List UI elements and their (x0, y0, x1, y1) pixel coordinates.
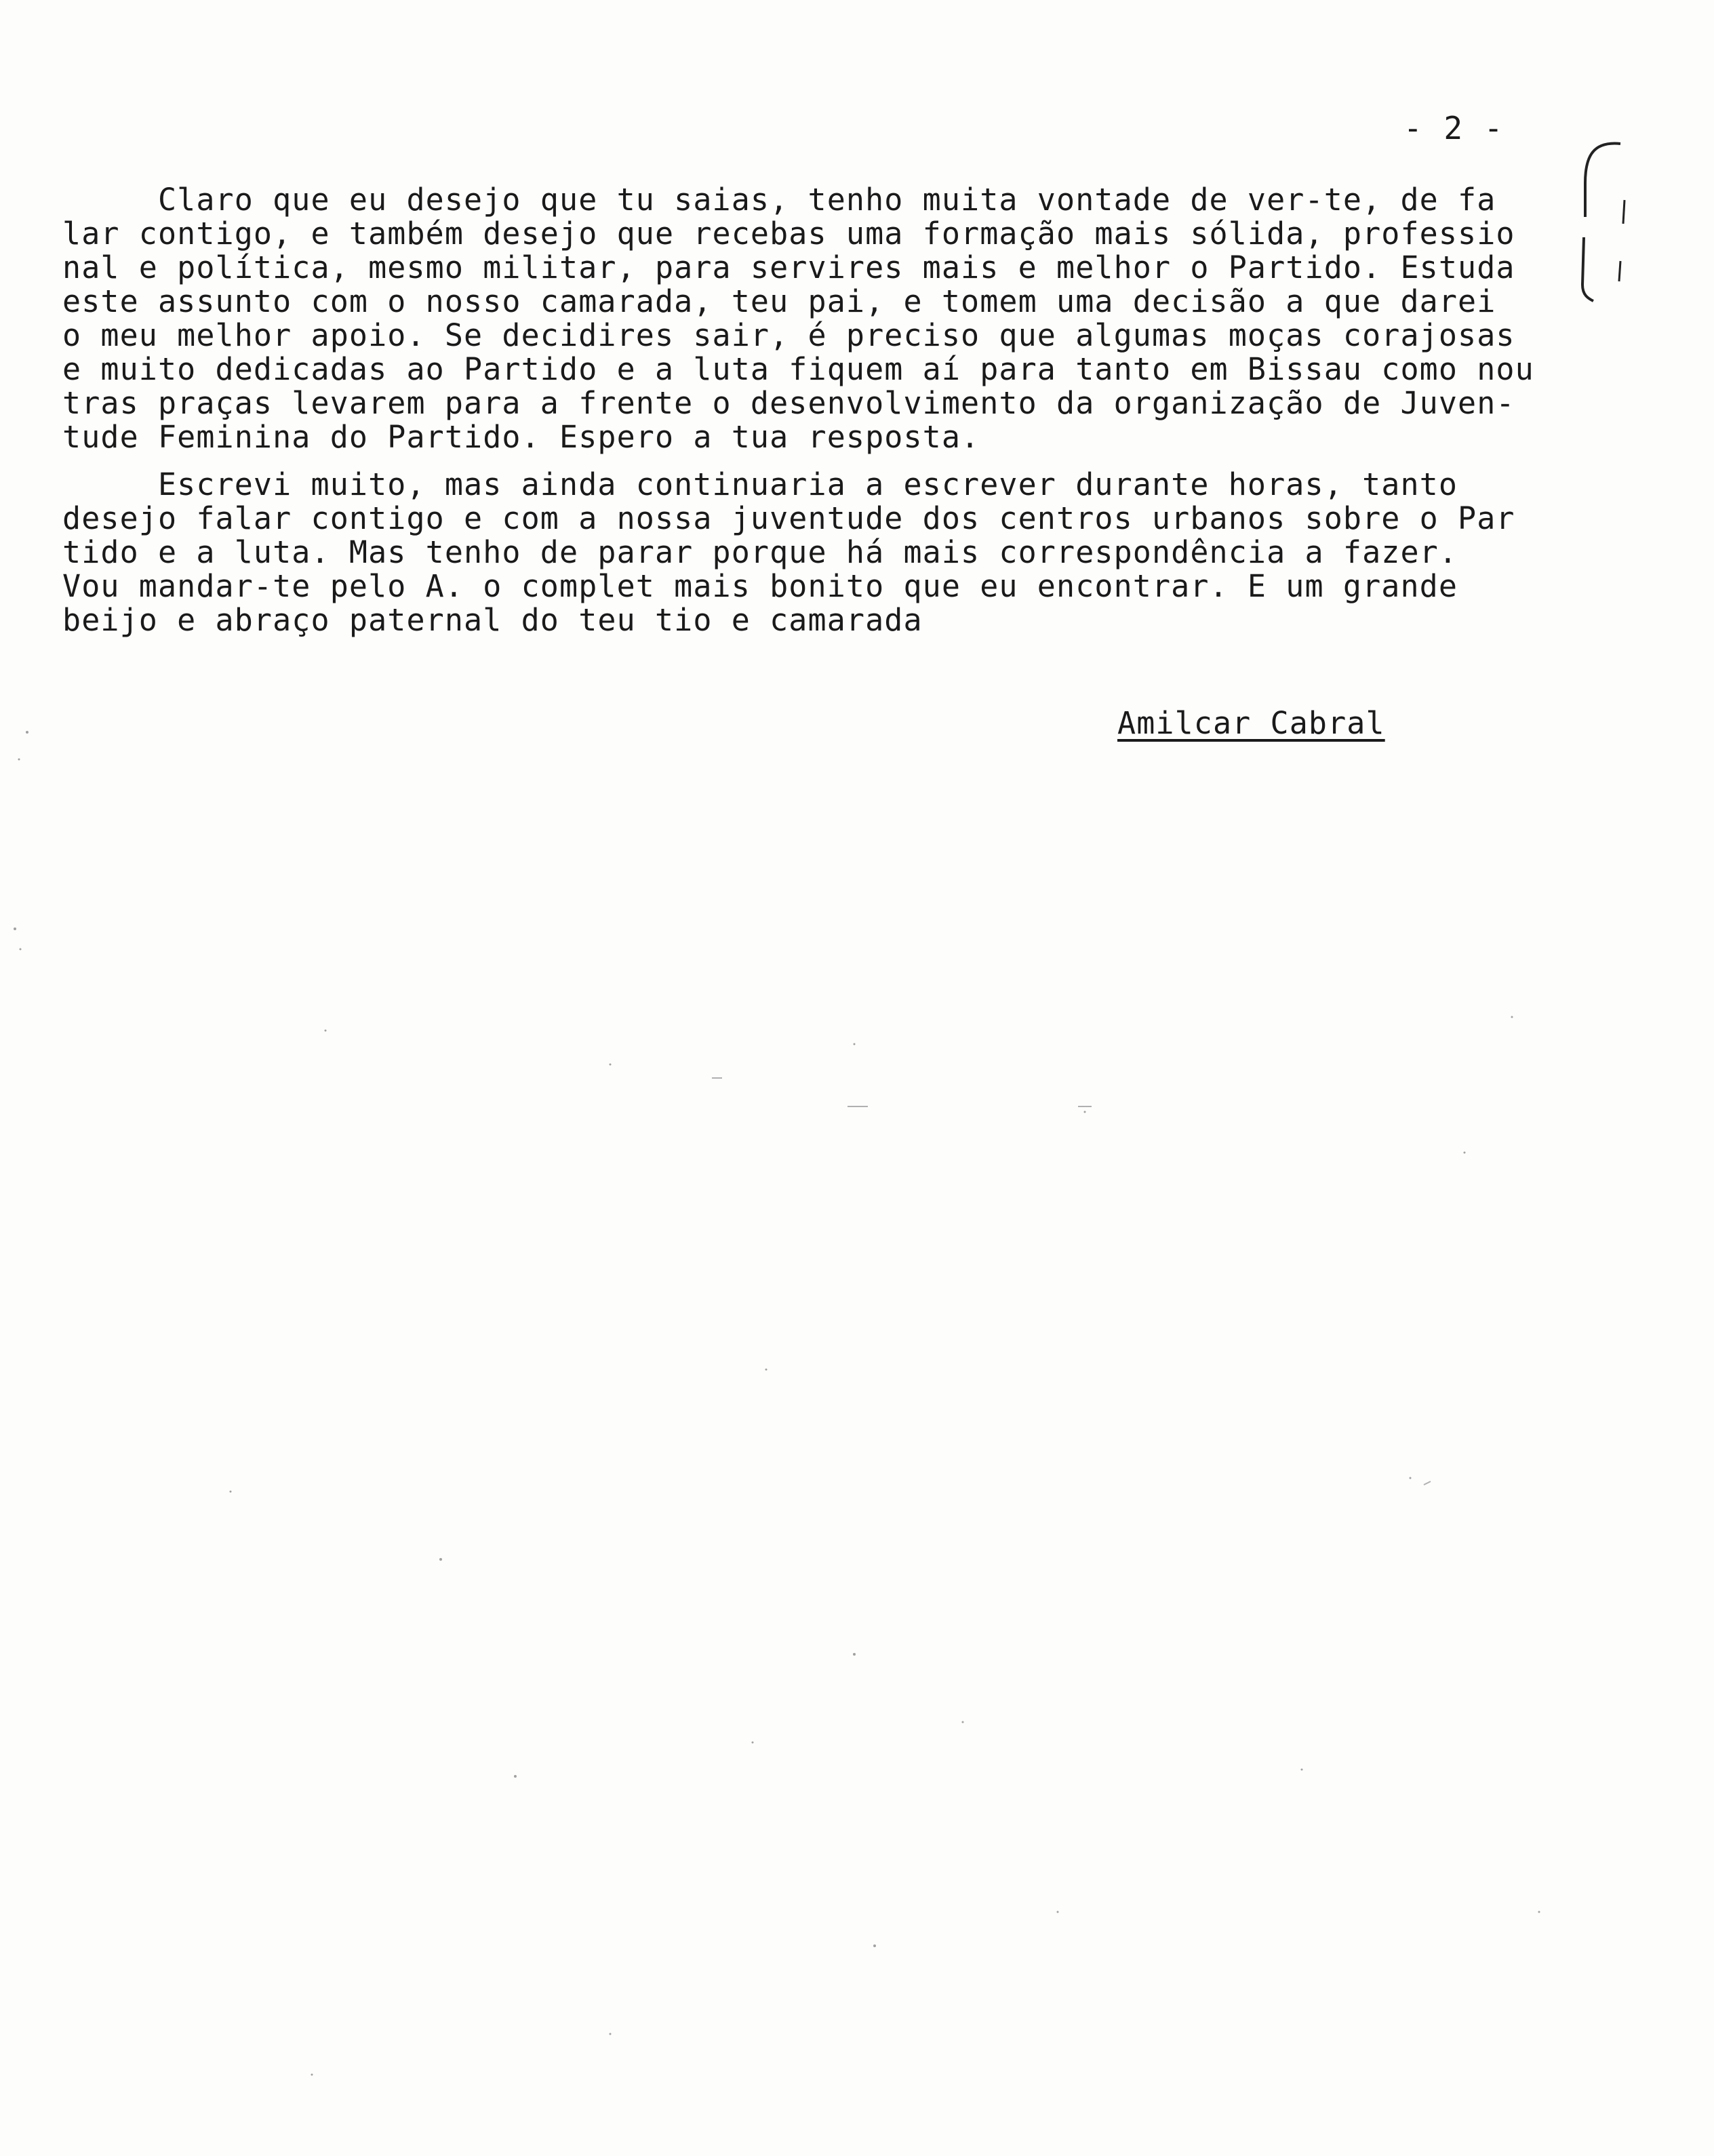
text-line: tude Feminina do Partido. Espero a tua resposta. (62, 419, 980, 455)
text-line: Vou mandar-te pelo A. o complet mais bonito que eu encontrar. E um grande (62, 568, 1458, 604)
text-line: tido e a luta. Mas tenho de parar porque há mais correspondência a fazer. (62, 534, 1458, 570)
text-line: este assunto com o nosso camarada, teu pai, e tomem uma decisão a que darei (62, 283, 1496, 319)
letter-paragraph-2 (62, 468, 1608, 637)
text-line: desejo falar contigo e com a nossa juventude dos centros urbanos sobre o Par (62, 500, 1515, 536)
text-line: lar contigo, e também desejo que recebas uma formação mais sólida, professio (62, 216, 1515, 252)
text-line: nal e política, mesmo militar, para servires mais e melhor o Partido. Estuda (62, 249, 1515, 285)
page-number: - 2 - (1403, 110, 1504, 146)
text-line: Escrevi muito, mas ainda continuaria a escrever durante horas, tanto (62, 466, 1458, 502)
text-line: tras praças levarem para a frente o desenvolvimento da organização de Juven- (62, 385, 1515, 421)
text-line: Claro que eu desejo que tu saias, tenho muita vontade de ver-te, de fa (62, 182, 1496, 218)
text-line: beijo e abraço paternal do teu tio e camarada (62, 602, 923, 638)
letter-paragraph-1 (62, 183, 1608, 454)
text-line: e muito dedicadas ao Partido e a luta fiquem aí para tanto em Bissau como nou (62, 351, 1534, 387)
signature: Amilcar Cabral (1117, 705, 1385, 741)
text-line: o meu melhor apoio. Se decidires sair, é preciso que algumas moças corajosas (62, 317, 1515, 353)
